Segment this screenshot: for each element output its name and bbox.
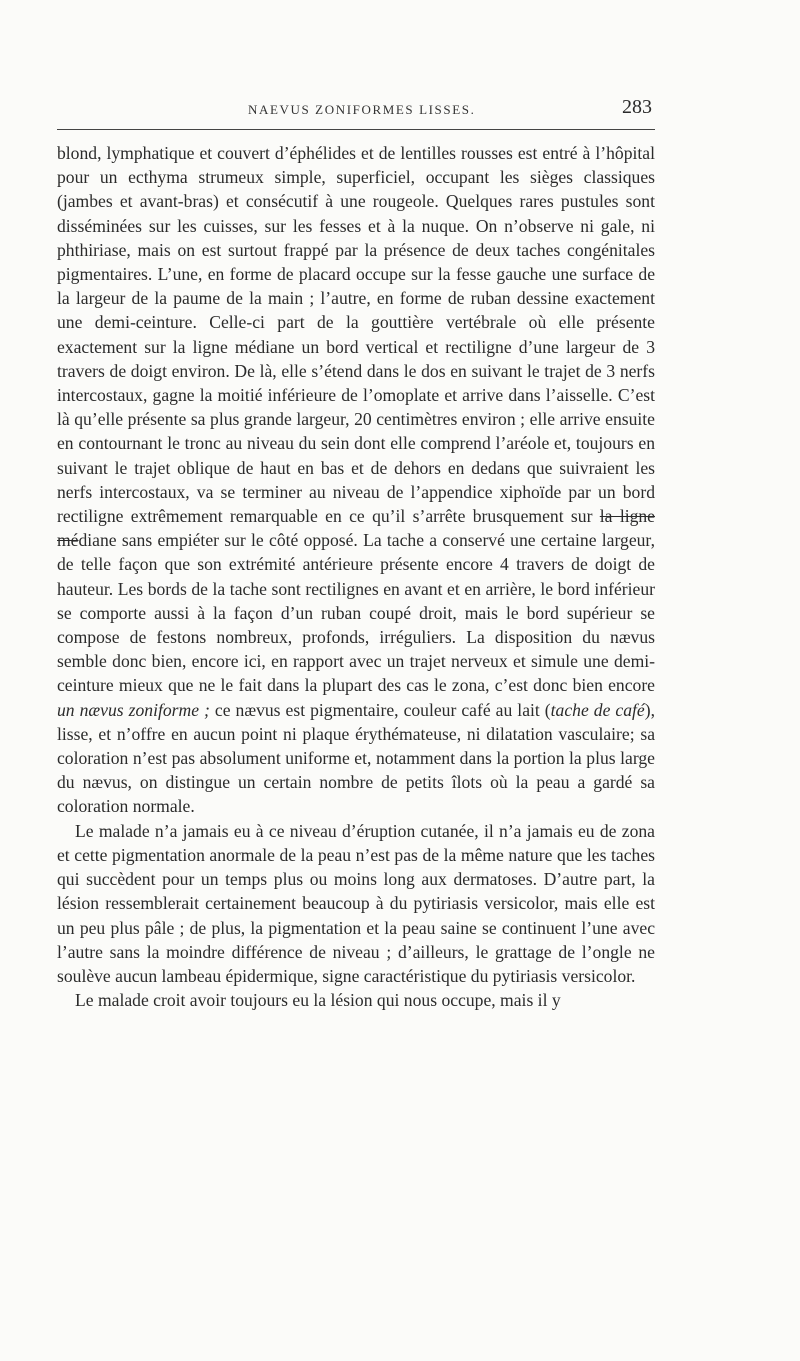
paragraph-1-part-a: blond, lymphatique et couvert d’éphélides et de lentilles rousses est entré à l’hôpital pour un ecthyma strumeux simple, superficiel, occupant les sièges classiques (jambes et avant-bras) et consécutif à une rougeole. Quelques rares pustules sont disséminées sur les cuisses, sur les fesses et à la nuque. On n’observe ni gale, ni phthiriase, mais on est surtout frappé par la présence de deux taches congénitales pigmentaires. L’une, en forme de placard occupe sur la fesse gauche une surface de la largeur de la paume de la main ; l’autre, en forme de ruban dessine exactement une demi-ceinture. Celle-ci part de la gouttière vertébrale où elle présente exactement sur la ligne médiane un bord vertical et rectiligne d’une largeur de 3 travers de doigt environ. De là, elle s’étend dans le dos en suivant le trajet de 3 nerfs intercostaux, gagne la moitié inférieure de l’omoplate et arrive dans l’aisselle. C’est là qu’elle présente sa plus grande largeur, 20 centimètres environ ; elle arrive ensuite en contournant le tronc au niveau du sein dont elle comprend l’aréole et, toujours en suivant le trajet oblique de haut en bas et de dehors en dedans que suivraient les nerfs intercostaux, va se terminer au niveau de l’appendice xiphoïde par un bord rectiligne extrêmement remarquable en ce qu’il s’arrête brusquement sur (57, 143, 655, 527)
header-rule (57, 129, 655, 130)
paragraph-3: Le malade croit avoir toujours eu la lésion qui nous occupe, mais il y (75, 990, 561, 1011)
paragraph-1-part-d: ), lisse, et n’offre en aucun point ni plaque érythémateuse, ni dilatation vasculaire; sa coloration n’est pas absolument uniforme et, notamment dans la portion la plus large du nævus, on distingue un certain nombre de petits îlots où la peau a gardé sa coloration normale. (57, 699, 655, 817)
italic-phrase-tache-de-cafe: tache de café (550, 699, 645, 720)
paragraph-1-part-c: ce nævus est pigmentaire, couleur café au lait ( (209, 699, 551, 720)
paragraph-2: Le malade n’a jamais eu à ce niveau d’éruption cutanée, il n’a jamais eu de zona et cette pigmentation anormale de la peau n’est pas de la même nature que les taches qui succèdent pour un temps plus ou moins long aux dermatoses. D’autre part, la lésion ressemblerait certainement beaucoup à du pytiriasis versicolor, mais elle est un peu plus pâle ; de plus, la pigmentation et la peau saine se continuent l’une avec l’autre sans la moindre différence de niveau ; d’ailleurs, le grattage de l’ongle ne soulève aucun lambeau épidermique, signe caractéristique du pytiriasis versicolor. (57, 820, 655, 986)
running-title: NAEVUS ZONIFORMES LISSES. (248, 102, 476, 117)
italic-phrase-naevus-zoniforme: un nævus zoniforme ; (57, 699, 210, 720)
struck-through-text: la ligne mé (57, 506, 655, 551)
paragraph-1 (57, 141, 655, 819)
page-number: 283 (622, 96, 652, 118)
body-text (57, 141, 655, 1012)
paragraph-1-part-b: diane sans empiéter sur le côté opposé. La tache a conservé une certaine largeur, de telle façon que son extrémité antérieure présente encore 4 travers de doigt de hauteur. Les bords de la tache sont rectilignes en avant et en arrière, le bord inférieur se comporte aussi à la façon d’un ruban coupé droit, mais le bord supérieur se compose de festons nombreux, profonds, irréguliers. La disposition du nævus semble donc bien, encore ici, en rapport avec un trajet nerveux et simule une demi-ceinture mieux que ne le fait dans la plupart des cas le zona, c’est donc bien encore (57, 530, 655, 696)
running-head (0, 96, 800, 126)
